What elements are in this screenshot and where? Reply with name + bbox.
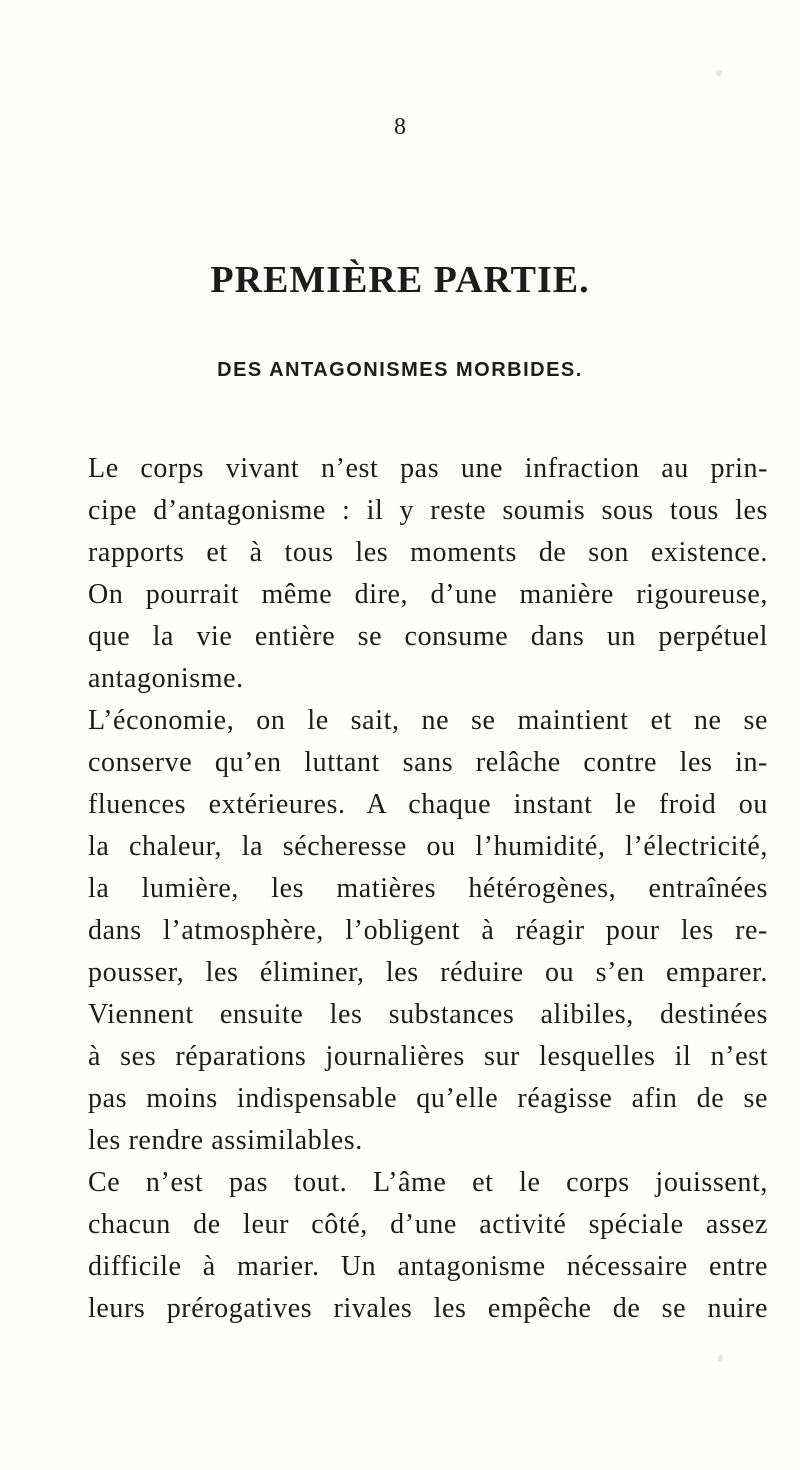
paragraph-1-line-6: antagonisme. [88, 663, 244, 694]
paragraph-3-line-4: leurs prérogatives rivales les empêche de se nuire [88, 1293, 768, 1324]
paragraph-1-line-5: que la vie entière se consume dans un perpétuel [88, 621, 768, 652]
paragraph-2-line-6: dans l’atmosphère, l’obligent à réagir pour les re- [88, 915, 768, 946]
paper-speck [716, 70, 722, 76]
paragraph-3-line-2: chacun de leur côté, d’une activité spéciale assez [88, 1209, 768, 1240]
paragraph-2-line-4: la chaleur, la sécheresse ou l’humidité, l’électricité, [88, 831, 768, 862]
paper-speck [718, 1355, 723, 1362]
paragraph-2-line-9: à ses réparations journalières sur lesquelles il n’est [88, 1041, 768, 1072]
paragraph-2-line-10: pas moins indispensable qu’elle réagisse afin de se [88, 1083, 768, 1114]
paragraph-2-line-3: fluences extérieures. A chaque instant le froid ou [88, 789, 768, 820]
paragraph-2-line-11: les rendre assimilables. [88, 1125, 363, 1156]
paragraph-2-line-7: pousser, les éliminer, les réduire ou s’en emparer. [88, 957, 768, 988]
paragraph-1-line-1: Le corps vivant n’est pas une infraction au prin- [88, 453, 768, 484]
page-number: 8 [394, 114, 406, 140]
paragraph-1-line-4: On pourrait même dire, d’une manière rigoureuse, [88, 579, 768, 610]
paragraph-1-line-2: cipe d’antagonisme : il y reste soumis sous tous les [88, 495, 768, 526]
paragraph-3-line-1: Ce n’est pas tout. L’âme et le corps jouissent, [88, 1167, 768, 1198]
paragraph-2-line-5: la lumière, les matières hétérogènes, entraînées [88, 873, 768, 904]
paragraph-1-line-3: rapports et à tous les moments de son existence. [88, 537, 768, 568]
section-title: DES ANTAGONISMES MORBIDES. [217, 359, 583, 381]
paragraph-2-line-8: Viennent ensuite les substances alibiles, destinées [88, 999, 768, 1030]
part-title: PREMIÈRE PARTIE. [210, 259, 590, 301]
paragraph-2-line-1: L’économie, on le sait, ne se maintient et ne se [88, 705, 768, 736]
paragraph-3-line-3: difficile à marier. Un antagonisme nécessaire entre [88, 1251, 768, 1282]
paragraph-2-line-2: conserve qu’en luttant sans relâche contre les in- [88, 747, 768, 778]
body-text [88, 448, 768, 1330]
